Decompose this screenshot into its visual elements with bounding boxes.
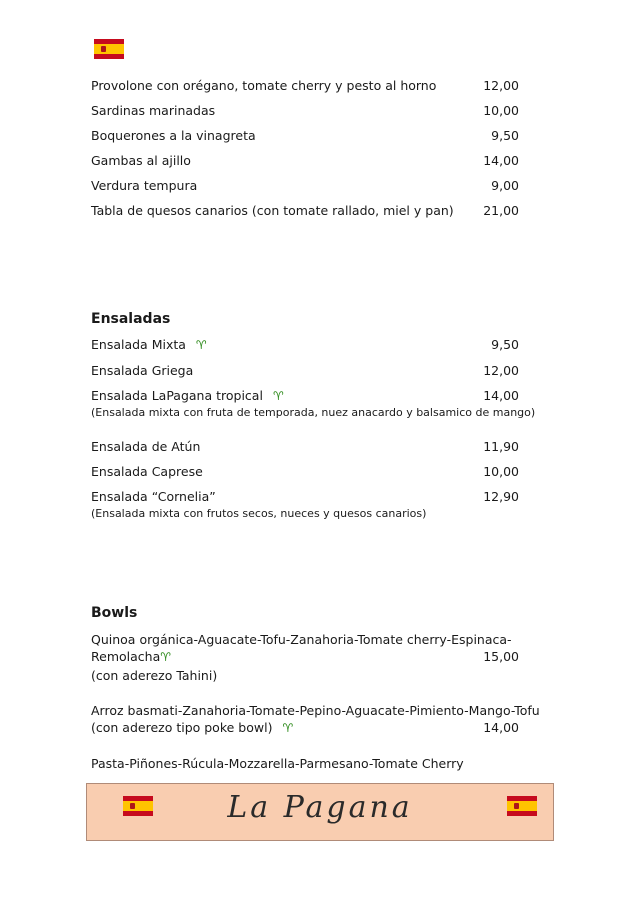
item-price: 9,00 [491, 178, 519, 193]
item-price: 15,00 [483, 649, 519, 664]
item-price: 14,00 [483, 720, 519, 735]
item-description: (con aderezo Tahini) [91, 668, 218, 683]
section-heading-salads: Ensaladas [91, 311, 171, 327]
section-heading-bowls: Bowls [91, 605, 138, 621]
item-price: 12,00 [483, 78, 519, 93]
bowl-ingredients: Quinoa orgánica-Aguacate-Tofu-Zanahoria-Tomate cherry-Espinaca- [91, 632, 512, 647]
item-price: 10,00 [483, 464, 519, 479]
item-price: 10,00 [483, 103, 519, 118]
item-name: Ensalada Griega [91, 363, 194, 378]
item-name: Remolacha♈ [91, 649, 171, 664]
item-name: Ensalada Mixta ♈ [91, 337, 207, 352]
item-price: 14,00 [483, 388, 519, 403]
item-name: Verdura tempura [91, 178, 198, 193]
item-price: 21,00 [483, 203, 519, 218]
item-description: (Ensalada mixta con frutos secos, nueces y quesos canarios) [91, 507, 427, 520]
vegan-icon: ♈ [282, 721, 294, 735]
item-description: (Ensalada mixta con fruta de temporada, nuez anacardo y balsamico de mango) [91, 406, 536, 419]
item-price: 11,90 [483, 439, 519, 454]
item-name: Ensalada LaPagana tropical ♈ [91, 388, 284, 403]
item-price: 9,50 [491, 337, 519, 352]
item-name: Ensalada de Atún [91, 439, 201, 454]
footer-banner [86, 783, 554, 841]
item-name: Gambas al ajillo [91, 153, 191, 168]
spain-flag-icon [94, 39, 124, 59]
item-name: Sardinas marinadas [91, 103, 216, 118]
vegan-icon: ♈ [195, 338, 207, 352]
item-name: (con aderezo tipo poke bowl) ♈ [91, 720, 294, 735]
item-name: Ensalada “Cornelia” [91, 489, 216, 504]
bowl-ingredients: Arroz basmati-Zanahoria-Tomate-Pepino-Aguacate-Pimiento-Mango-Tofu [91, 703, 540, 718]
item-price: 12,00 [483, 363, 519, 378]
item-name: Tabla de quesos canarios (con tomate rallado, miel y pan) [91, 203, 454, 218]
item-price: 14,00 [483, 153, 519, 168]
item-price: 12,90 [483, 489, 519, 504]
vegan-icon: ♈ [160, 650, 171, 664]
restaurant-logo: La Pagana [227, 790, 413, 825]
spain-flag-icon [507, 796, 537, 816]
vegan-icon: ♈ [272, 389, 284, 403]
item-price: 9,50 [491, 128, 519, 143]
item-name: Boquerones a la vinagreta [91, 128, 256, 143]
item-name: Provolone con orégano, tomate cherry y pesto al horno [91, 78, 437, 93]
bowl-ingredients: Pasta-Piñones-Rúcula-Mozzarella-Parmesano-Tomate Cherry [91, 756, 464, 771]
item-name: Ensalada Caprese [91, 464, 203, 479]
